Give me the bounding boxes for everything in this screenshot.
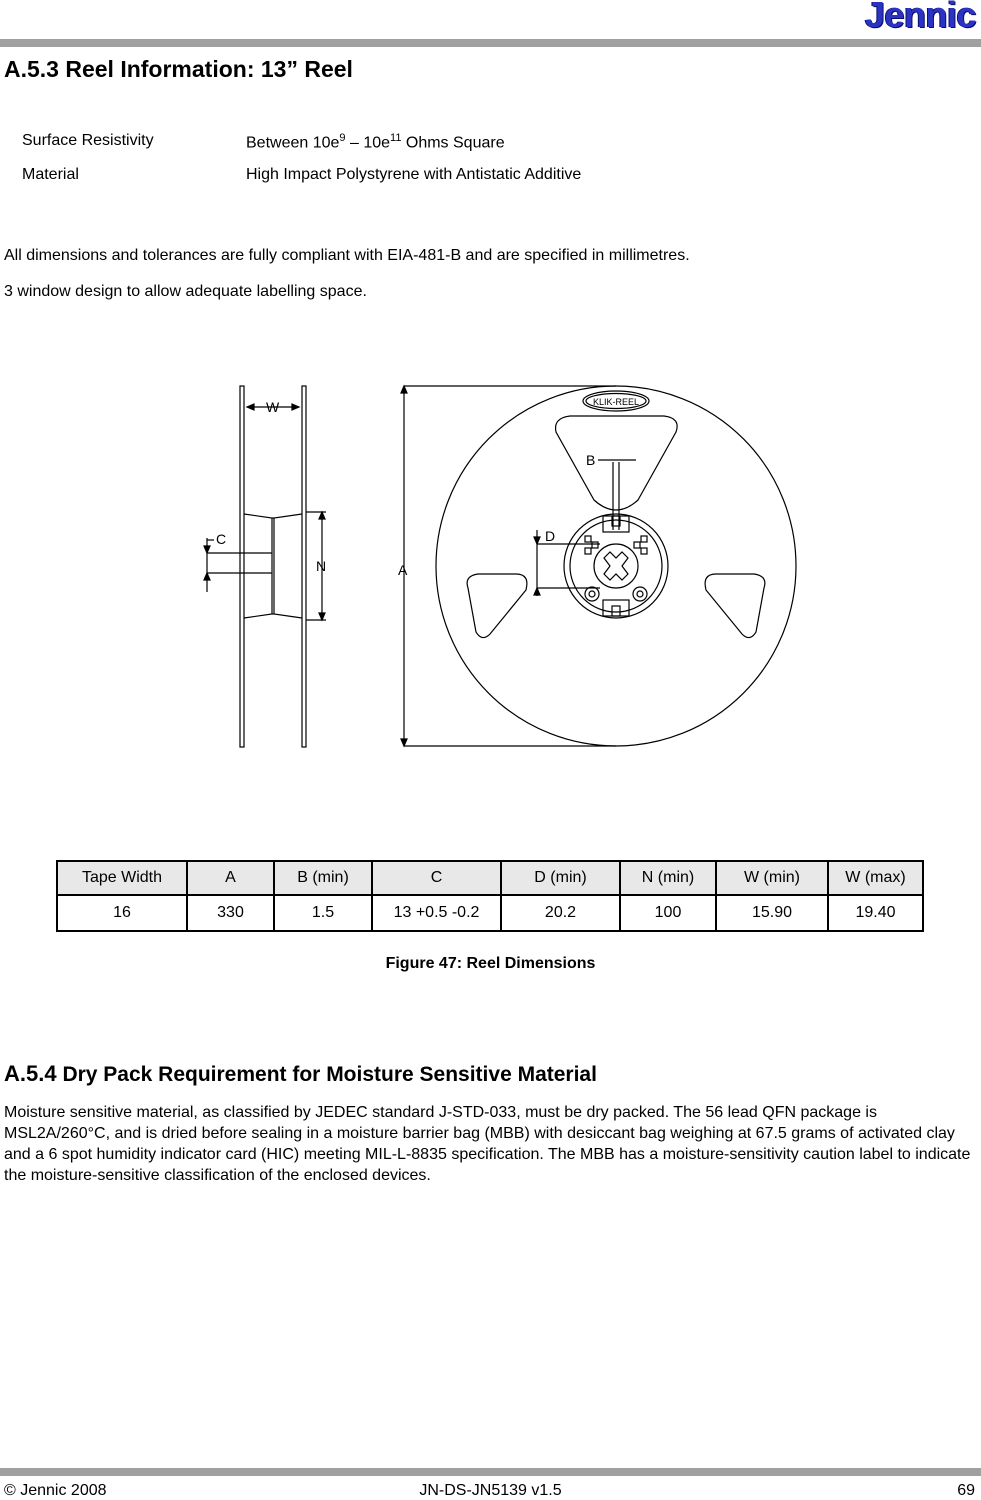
reel-outline [436, 386, 796, 746]
hub-bore [594, 544, 638, 588]
table-cell: 15.90 [716, 895, 828, 931]
footer-document-id: JN-DS-JN5139 v1.5 [419, 1482, 562, 1499]
dimensions-note: All dimensions and tolerances are fully compliant with EIA-481-B and are specified in millimetres. [4, 247, 690, 264]
reel-dimensions-drawing [0, 350, 981, 770]
table-header-cell: Tape Width [57, 861, 187, 895]
table-header-cell: D (min) [501, 861, 620, 895]
hub-outer [564, 514, 668, 618]
section-number: A.5.4 [4, 1061, 57, 1086]
window-design-note: 3 window design to allow adequate labelling space. [4, 283, 367, 300]
window-top [556, 416, 678, 510]
table-cell: 330 [187, 895, 274, 931]
label-c: C [216, 531, 227, 547]
table-header-cell: N (min) [620, 861, 716, 895]
table-header-cell: W (max) [828, 861, 923, 895]
table-cell: 19.40 [828, 895, 923, 931]
table-cell: 16 [57, 895, 187, 931]
property-label-material: Material [22, 166, 79, 183]
table-header-row [57, 861, 923, 895]
reel-flange-right [302, 386, 306, 747]
table-header-cell: C [372, 861, 501, 895]
table-header-cell: A [187, 861, 274, 895]
table-cell: 13 +0.5 -0.2 [372, 895, 501, 931]
property-value-material: High Impact Polystyrene with Antistatic Additive [246, 166, 582, 183]
hub-left [244, 514, 272, 618]
table-cell: 100 [620, 895, 716, 931]
table-row [57, 895, 923, 931]
footer-copyright: © Jennic 2008 [4, 1482, 107, 1499]
hub-star [604, 552, 628, 580]
label-d: D [545, 528, 556, 544]
window-right [705, 574, 765, 638]
label-w: W [266, 399, 280, 415]
property-value-surface-resistivity: Between $10e^9 - 10e^{11}$ Ohms Square [246, 132, 505, 152]
reel-flange-left [240, 386, 244, 747]
section-title-dry-pack [4, 1061, 597, 1087]
figure-caption: Figure 47: Reel Dimensions [385, 955, 596, 972]
window-left [467, 574, 527, 638]
reel-dimensions-table [56, 860, 924, 932]
hub-right [274, 514, 302, 618]
dry-pack-paragraph: Moisture sensitive material, as classified by JEDEC standard J-STD-033, must be dry packed. The 56 lead QFN package is MSL2A/260°C, and is dried before sealing in a moisture barrier bag (MBB) with desiccant bag weighing at 67.5 grams of activated clay and a 6 spot humidity indicator card (HIC) meeting MIL-L-8835 specification. The MBB has a moisture-sensitivity caution label to indicate the moisture-sensitive classification of the enclosed devices. [4, 1104, 971, 1184]
header-rule [0, 39, 981, 47]
property-label-surface-resistivity: Surface Resistivity [22, 132, 154, 149]
table-header-cell: W (min) [716, 861, 828, 895]
section-title-reel-information: A.5.3 Reel Information: 13” Reel [4, 56, 353, 82]
label-b: B [586, 452, 596, 468]
table-header-cell: B (min) [274, 861, 372, 895]
jennic-logo: Jennic [864, 0, 976, 35]
footer-page-number: 69 [957, 1482, 975, 1499]
table-cell: 20.2 [501, 895, 620, 931]
section-heading: Dry Pack Requirement for Moisture Sensitive Material [62, 1063, 597, 1086]
table-cell: 1.5 [274, 895, 372, 931]
footer-rule [0, 1468, 981, 1476]
label-klik-reel: KLIK-REEL [592, 397, 640, 407]
label-a: A [398, 562, 408, 578]
label-n: N [316, 558, 327, 574]
